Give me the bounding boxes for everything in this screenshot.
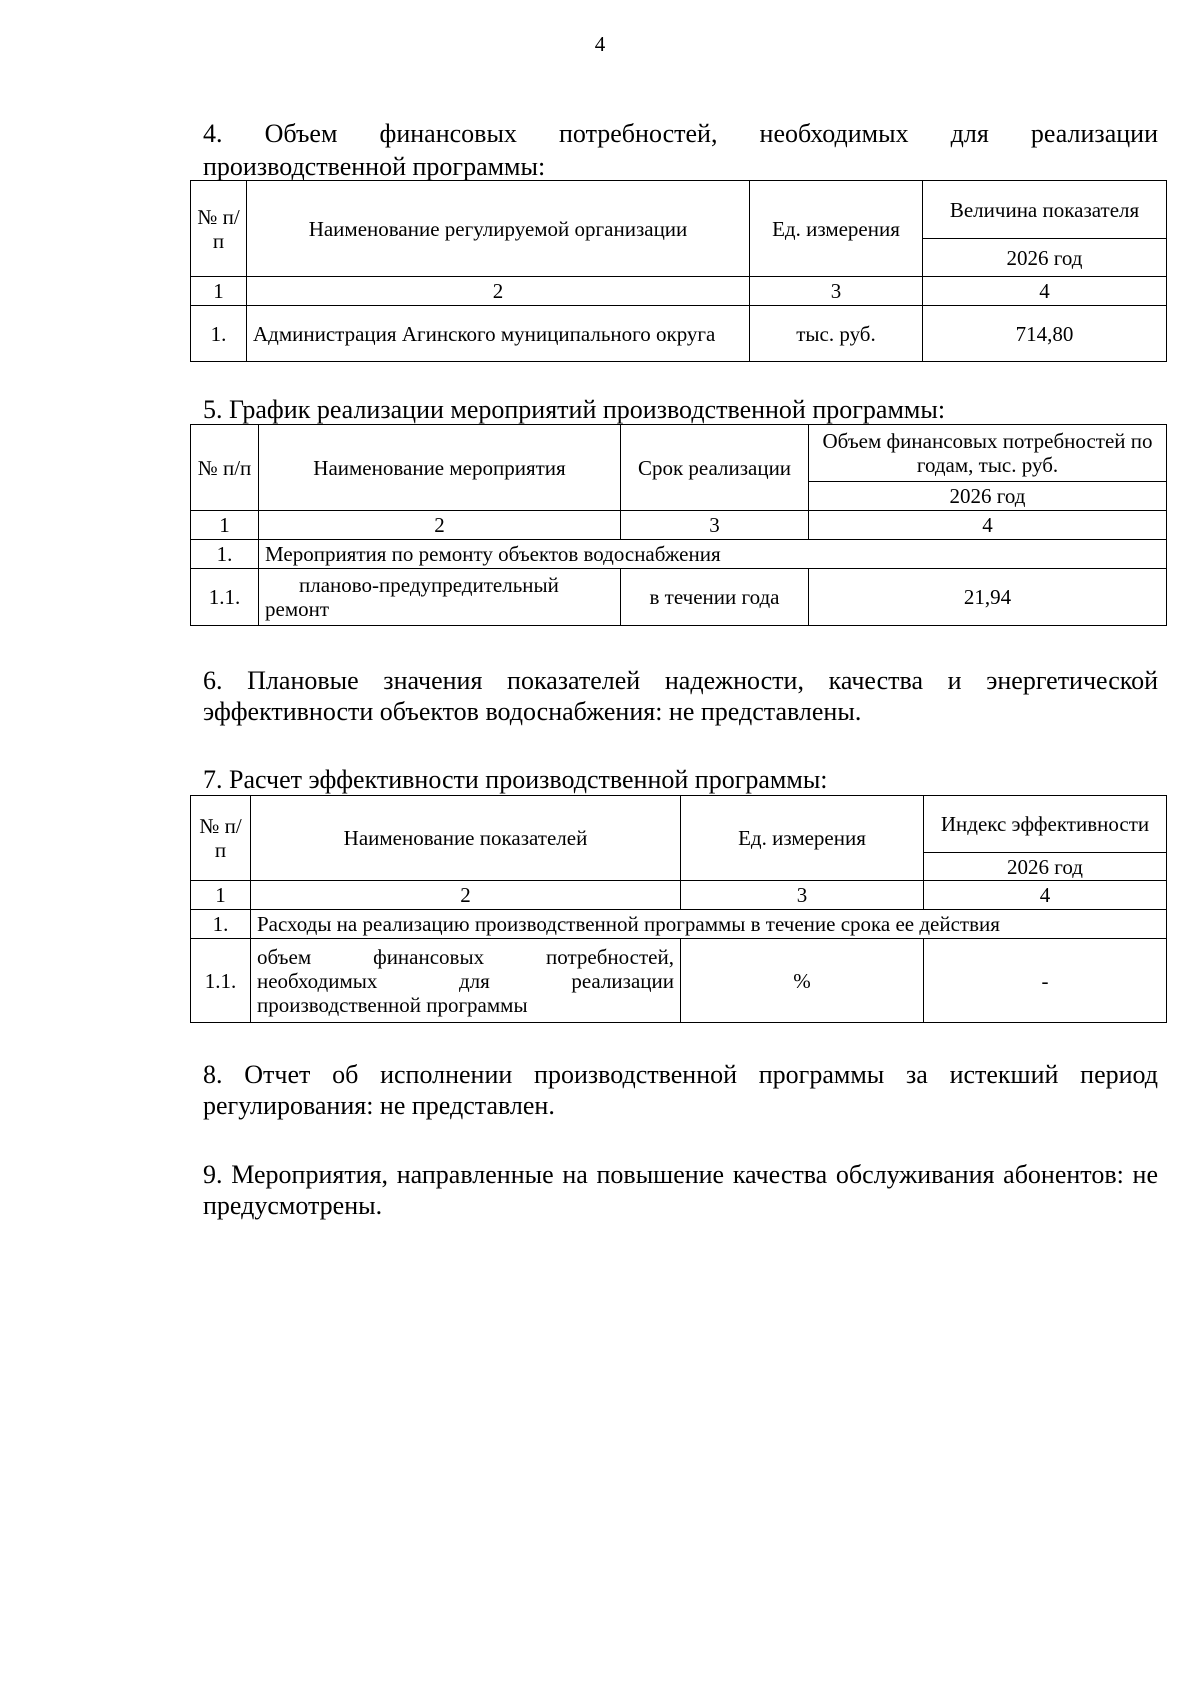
table-row	[191, 569, 1167, 626]
table-index-row: 1 2 3 4	[191, 511, 1167, 540]
row-value: -	[924, 939, 1167, 1023]
section4-title-line2: производственной программы:	[203, 152, 546, 181]
group-num: 1.	[191, 910, 251, 939]
group-label: Мероприятия по ремонту объектов водоснабжения	[259, 540, 1167, 569]
col-header-year: 2026 год	[809, 482, 1167, 511]
col-header-num: № п/п	[191, 796, 251, 881]
group-num: 1.	[191, 540, 259, 569]
col-header-term: Срок реализации	[621, 425, 809, 511]
col-header-index: Индекс эффективности	[924, 796, 1167, 853]
row-value: 714,80	[923, 306, 1167, 362]
col-header-activity-name: Наименование мероприятия	[259, 425, 621, 511]
row-unit: тыс. руб.	[750, 306, 923, 362]
col-header-year: 2026 год	[924, 853, 1167, 881]
page-number: 4	[594, 32, 606, 56]
schedule-table	[190, 424, 1167, 626]
row-org-name: Администрация Агинского муниципального округа	[247, 306, 750, 362]
row-num: 1.1.	[191, 939, 251, 1023]
table-group-row	[191, 540, 1167, 569]
table-row	[191, 306, 1167, 362]
section6-text: 6. Плановые значения показателей надежности, качества и энергетической эффективности объектов водоснабжения: не представлены.	[203, 666, 1158, 726]
table-index-row: 1 2 3 4	[191, 881, 1167, 910]
row-num: 1.1.	[191, 569, 259, 626]
col-header-unit: Ед. измерения	[681, 796, 924, 881]
table-row	[191, 939, 1167, 1023]
row-unit: %	[681, 939, 924, 1023]
col-header-num: № п/п	[191, 181, 247, 277]
section7-title: 7. Расчет эффективности производственной программы:	[203, 765, 828, 794]
row-indicator-name-line1: объем финансовых потребностей,	[257, 944, 674, 969]
col-header-num: № п/п	[191, 425, 259, 511]
row-value: 21,94	[809, 569, 1167, 626]
col-header-unit: Ед. измерения	[750, 181, 923, 277]
table-index-row: 1 2 3 4	[191, 277, 1167, 306]
row-num: 1.	[191, 306, 247, 362]
col-header-value: Величина показателя	[923, 181, 1167, 239]
row-term: в течении года	[621, 569, 809, 626]
col-header-org-name: Наименование регулируемой организации	[247, 181, 750, 277]
row-indicator-name	[251, 939, 681, 1023]
col-header-volume: Объем финансовых потребностей по годам, тыс. руб.	[809, 425, 1167, 482]
row-indicator-name-line2: необходимых для реализации	[257, 968, 674, 993]
section8-text: 8. Отчет об исполнении производственной программы за истекший период регулирования: не представлен.	[203, 1060, 1158, 1120]
financial-needs-table	[190, 180, 1167, 362]
table-group-row	[191, 910, 1167, 939]
section5-title: 5. График реализации мероприятий производственной программы:	[203, 395, 946, 424]
group-label: Расходы на реализацию производственной программы в течение срока ее действия	[251, 910, 1167, 939]
efficiency-table	[190, 795, 1167, 1023]
col-header-indicator-name: Наименование показателей	[251, 796, 681, 881]
section9-text: 9. Мероприятия, направленные на повышение качества обслуживания абонентов: не предусмотрены.	[203, 1160, 1158, 1220]
row-indicator-name-line3: производственной программы	[257, 992, 528, 1017]
row-activity-name: планово-предупредительный ремонт	[259, 569, 621, 626]
col-header-year: 2026 год	[923, 239, 1167, 277]
section4-title-line1: 4. Объем финансовых потребностей, необходимых для реализации	[203, 119, 1158, 148]
